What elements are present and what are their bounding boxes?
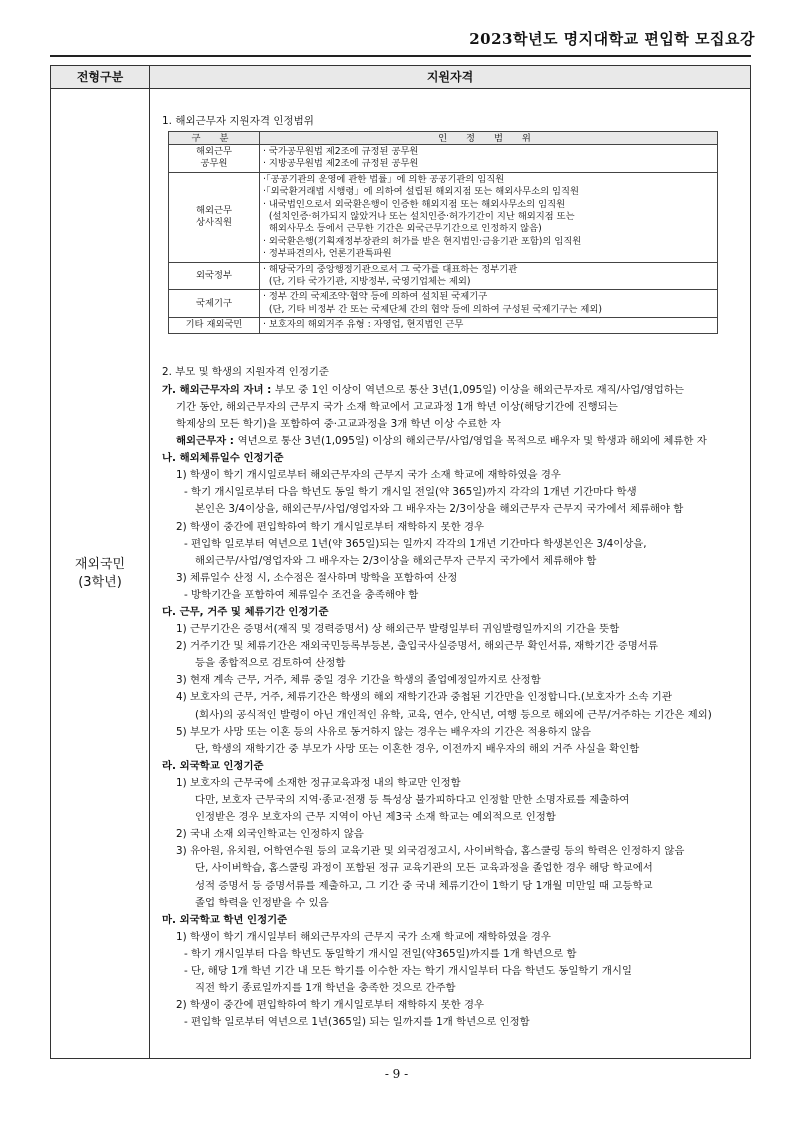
criteria-line bbox=[162, 416, 747, 433]
column-divider bbox=[149, 88, 150, 1058]
criteria-text: 부모 중 1인 이상이 역년으로 통산 3년(1,095일) 이상을 해외근무자로 재직/사업/영업하는 bbox=[274, 383, 684, 396]
criteria-line bbox=[162, 672, 747, 689]
column-header-category: 전형구분 bbox=[51, 66, 150, 89]
criteria-line bbox=[162, 878, 747, 895]
criteria-text: 5) 부모가 사망 또는 이혼 등의 사유로 동거하지 않는 경우는 배우자의 기간은 적용하지 않음 bbox=[176, 725, 591, 738]
criteria-text: - 학기 개시일로부터 다음 학년도 동일 학기 개시일 전일(약 365일)까지 각각의 1개년 기간마다 학생 bbox=[184, 486, 637, 499]
criteria-text: 다만, 보호자 근무국의 지역·종교·전쟁 등 특성상 불가피하다고 인정할 만한 소명자료를 제출하여 bbox=[195, 794, 630, 807]
criteria-line bbox=[162, 741, 747, 758]
scope-range-line: 해외사무소 등에서 근무한 기간은 외국근무기간으로 인정하지 않음) bbox=[263, 223, 542, 235]
criteria-text: 해외근무/사업/영업자와 그 배우자는 2/3이상을 해외근무자 근무지 국가에서 체류해야 함 bbox=[195, 554, 597, 567]
criteria-text: 인정받은 경우 보호자의 근무 지역이 아닌 제3국 소재 학교는 예외적으로 인정함 bbox=[195, 811, 556, 824]
scope-category-line: 상사직원 bbox=[196, 217, 232, 229]
eligibility-content bbox=[162, 114, 747, 1031]
criteria-line bbox=[162, 912, 747, 929]
criteria-heading: 라. 외국학교 인정기준 bbox=[162, 759, 264, 772]
scope-range-line: (단, 기타 비정부 간 또는 국제단체 간의 협약 등에 의하여 구성된 국제기구는 제외) bbox=[263, 303, 602, 315]
criteria-text: 2) 거주기간 및 체류기간은 재외국민등록부등본, 출입국사실증명서, 해외근무 확인서류, 재학기간 증명서류 bbox=[176, 640, 658, 653]
criteria-line bbox=[162, 553, 747, 570]
category-grade: (3학년) bbox=[78, 575, 122, 590]
criteria-line bbox=[162, 792, 747, 809]
criteria-text: (회사)의 공식적인 발령이 아닌 개인적인 유학, 교육, 연수, 안식년, 여행 등으로 해외에 근무/거주하는 기간은 제외) bbox=[195, 708, 712, 721]
criteria-text: 등을 종합적으로 검토하여 산정함 bbox=[195, 657, 346, 670]
criteria-line bbox=[162, 467, 747, 484]
scope-range-line: · 해당국가의 중앙행정기관으로서 그 국가를 대표하는 정부기관 bbox=[263, 263, 518, 275]
page-number: - 9 - bbox=[384, 1067, 409, 1081]
scope-head-category: 구 분 bbox=[169, 132, 260, 145]
scope-category bbox=[169, 172, 260, 262]
criteria-text: 2) 학생이 중간에 편입학하여 학기 개시일로부터 재학하지 못한 경우 bbox=[176, 999, 485, 1012]
criteria-text: 3) 현재 계속 근무, 거주, 체류 중일 경우 기간을 학생의 졸업예정일까지로 산정함 bbox=[176, 674, 541, 687]
scope-category bbox=[169, 145, 260, 173]
criteria-text: 본인은 3/4이상을, 해외근무/사업/영업자와 그 배우자는 2/3이상을 해외근무자 근무지 국가에서 체류해야 함 bbox=[195, 503, 684, 516]
criteria-line bbox=[162, 929, 747, 946]
scope-range-line: ·「공공기관의 운영에 관한 법률」에 의한 공공기관의 임직원 bbox=[263, 173, 505, 185]
scope-range-line: · 외국환은행(기획재정부장관의 허가를 받은 현지법인·금융기관 포함)의 임직원 bbox=[263, 235, 582, 247]
scope-range bbox=[260, 318, 718, 333]
criteria-text: 2) 국내 소재 외국인학교는 인정하지 않음 bbox=[176, 828, 364, 841]
scope-range bbox=[260, 262, 718, 290]
criteria-text: - 방학기간을 포함하여 체류일수 조건을 충족해야 함 bbox=[184, 588, 419, 601]
criteria-line bbox=[162, 519, 747, 536]
header-divider bbox=[50, 55, 751, 57]
criteria-line bbox=[162, 689, 747, 706]
overseas-worker-scope-table bbox=[168, 131, 718, 334]
scope-range-line: · 정부파견의사, 언론기관특파원 bbox=[263, 248, 392, 260]
criteria-line bbox=[162, 809, 747, 826]
scope-range-line: · 국가공무원법 제2조에 규정된 공무원 bbox=[263, 146, 419, 157]
scope-range-line: · 보호자의 해외거주 유형 : 자영업, 현지법인 근무 bbox=[263, 319, 464, 331]
criteria-line bbox=[162, 587, 747, 604]
criteria-line bbox=[162, 997, 747, 1014]
criteria-text: 직전 학기 종료일까지를 1개 학년을 충족한 것으로 간주함 bbox=[195, 982, 456, 995]
criteria-text: 4) 보호자의 근무, 거주, 체류기간은 학생의 해외 재학기간과 중첩된 기간만을 인정합니다.(보호자가 소속 기관 bbox=[176, 691, 672, 704]
scope-row bbox=[169, 318, 718, 333]
scope-row bbox=[169, 145, 718, 173]
criteria-line bbox=[162, 707, 747, 724]
scope-category-line: 외국정부 bbox=[196, 269, 232, 281]
criteria-line bbox=[162, 484, 747, 501]
category-name: 재외국민 bbox=[74, 557, 126, 572]
section2 bbox=[162, 364, 747, 1032]
criteria-line bbox=[162, 826, 747, 843]
criteria-line bbox=[162, 860, 747, 877]
scope-row bbox=[169, 262, 718, 290]
criteria-line bbox=[162, 501, 747, 518]
criteria-line bbox=[162, 450, 747, 467]
criteria-text: - 단, 해당 1개 학년 기간 내 모든 학기를 이수한 자는 학기 개시일부터 다음 학년도 동일학기 개시일 bbox=[184, 964, 632, 977]
criteria-text: 2) 학생이 중간에 편입학하여 학기 개시일로부터 재학하지 못한 경우 bbox=[176, 520, 485, 533]
criteria-text: 역년으로 통산 3년(1,095일) 이상의 해외근무/사업/영업을 목적으로 배우자 및 학생과 해외에 체류한 자 bbox=[237, 435, 707, 448]
criteria-line bbox=[162, 638, 747, 655]
criteria-line bbox=[162, 433, 747, 450]
criteria-text: 단, 사이버학습, 홈스쿨링 과정이 포함된 정규 교육기관의 모든 교육과정을 졸업한 경우 해당 학교에서 bbox=[195, 862, 653, 875]
criteria-heading: 가. 해외근무자의 자녀 : bbox=[162, 383, 275, 396]
criteria-line bbox=[162, 655, 747, 672]
scope-head-range: 인 정 범 위 bbox=[260, 132, 718, 145]
criteria-text: 성적 증명서 등 증명서류를 제출하고, 그 기간 중 국내 체류기간이 1학기 당 1개월 미만일 때 고등학교 bbox=[195, 879, 653, 892]
criteria-line bbox=[162, 758, 747, 775]
criteria-line bbox=[162, 895, 747, 912]
criteria-text: 3) 체류일수 산정 시, 소수점은 절사하며 방학을 포함하여 산정 bbox=[176, 571, 458, 584]
criteria-text: 1) 학생이 학기 개시일부터 해외근무자의 근무지 국가 소재 학교에 재학하였을 경우 bbox=[176, 930, 551, 943]
column-header-eligibility: 지원자격 bbox=[150, 66, 750, 89]
criteria-text: 단, 학생의 재학기간 중 부모가 사망 또는 이혼한 경우, 이전까지 배우자의 해외 거주 사실을 확인함 bbox=[195, 742, 640, 755]
scope-range-line: · 내국법인으로서 외국환은행이 인증한 해외지점 또는 해외사무소의 임직원 bbox=[263, 198, 566, 210]
scope-category-line: 국제기구 bbox=[196, 297, 232, 309]
criteria-line bbox=[162, 399, 747, 416]
scope-category-line: 해외근무 bbox=[196, 204, 232, 216]
criteria-line bbox=[162, 843, 747, 860]
scope-category bbox=[169, 318, 260, 333]
section1-title: 1. 해외근무자 지원자격 인정범위 bbox=[162, 115, 314, 127]
criteria-line bbox=[162, 946, 747, 963]
criteria-line bbox=[162, 724, 747, 741]
criteria-text: 3) 유아원, 유치원, 어학연수원 등의 교육기관 및 외국검정고시, 사이버학습, 홈스쿨링 등의 학력은 인정하지 않음 bbox=[176, 845, 685, 858]
scope-row bbox=[169, 172, 718, 262]
criteria-text: - 편입학 일로부터 역년으로 1년(약 365일)되는 일까지 각각의 1개년 기간마다 학생본인은 3/4이상을, bbox=[184, 537, 647, 550]
criteria-line bbox=[162, 536, 747, 553]
criteria-line bbox=[162, 980, 747, 997]
scope-category bbox=[169, 262, 260, 290]
scope-row bbox=[169, 290, 718, 318]
criteria-text: 기간 동안, 해외근무자의 근무지 국가 소재 학교에서 고교과정 1개 학년 이상(해당기간에 진행되는 bbox=[176, 400, 618, 413]
document-header-title: 2023학년도 명지대학교 편입학 모집요강 bbox=[469, 30, 755, 48]
section2-title: 2. 부모 및 학생의 지원자격 인정기준 bbox=[162, 365, 329, 378]
criteria-line bbox=[162, 621, 747, 638]
criteria-line bbox=[162, 775, 747, 792]
criteria-text: 학제상의 모든 학기)을 포함하여 중·고교과정을 3개 학년 이상 수료한 자 bbox=[176, 417, 501, 430]
scope-range-line: (설치인증·허가되지 않았거나 또는 설치인증·허가기간이 지난 해외지점 또는 bbox=[263, 211, 575, 223]
category-cell bbox=[51, 556, 149, 592]
criteria-line bbox=[162, 1014, 747, 1031]
criteria-heading: 마. 외국학교 학년 인정기준 bbox=[162, 913, 288, 926]
scope-range-line: · 정부 간의 국제조약·협약 등에 의하여 설치된 국제기구 bbox=[263, 291, 488, 303]
criteria-line bbox=[162, 382, 747, 399]
scope-category-line: 공무원 bbox=[200, 158, 228, 170]
criteria-text: 1) 학생이 학기 개시일로부터 해외근무자의 근무지 국가 소재 학교에 재학하였을 경우 bbox=[176, 469, 561, 482]
criteria-text: - 편입학 일로부터 역년으로 1년(365일) 되는 일까지를 1개 학년으로 인정함 bbox=[184, 1016, 530, 1029]
scope-range bbox=[260, 172, 718, 262]
criteria-text: 1) 보호자의 근무국에 소재한 정규교육과정 내의 학교만 인정함 bbox=[176, 776, 461, 789]
scope-range-line: (단, 기타 국가기관, 지방정부, 국영기업체는 제외) bbox=[263, 276, 471, 288]
scope-range-line: ·「외국환거래법 시행령」에 의하여 설립된 해외지점 또는 해외사무소의 임직원 bbox=[263, 186, 579, 198]
criteria-line bbox=[162, 963, 747, 980]
criteria-text: 졸업 학력을 인정받을 수 있음 bbox=[195, 896, 329, 909]
criteria-heading: 다. 근무, 거주 및 체류기간 인정기준 bbox=[162, 606, 329, 618]
criteria-line bbox=[162, 604, 747, 621]
criteria-heading: 해외근무자 : bbox=[176, 435, 238, 448]
criteria-heading: 나. 해외체류일수 인정기준 bbox=[162, 452, 284, 465]
criteria-text: - 학기 개시일부터 다음 학년도 동일학기 개시일 전일(약365일)까지를 1개 학년으로 함 bbox=[184, 947, 577, 960]
scope-category-line: 해외근무 bbox=[196, 146, 232, 157]
criteria-line bbox=[162, 570, 747, 587]
scope-range bbox=[260, 145, 718, 173]
scope-range bbox=[260, 290, 718, 318]
scope-category bbox=[169, 290, 260, 318]
criteria-text: 1) 근무기간은 증명서(재직 및 경력증명서) 상 해외근무 발령일부터 귀임발령일까지의 기간을 뜻함 bbox=[176, 623, 620, 636]
eligibility-table bbox=[50, 65, 751, 1059]
scope-range-line: · 지방공무원법 제2조에 규정된 공무원 bbox=[263, 158, 419, 170]
scope-category-line: 기타 재외국민 bbox=[185, 319, 243, 331]
